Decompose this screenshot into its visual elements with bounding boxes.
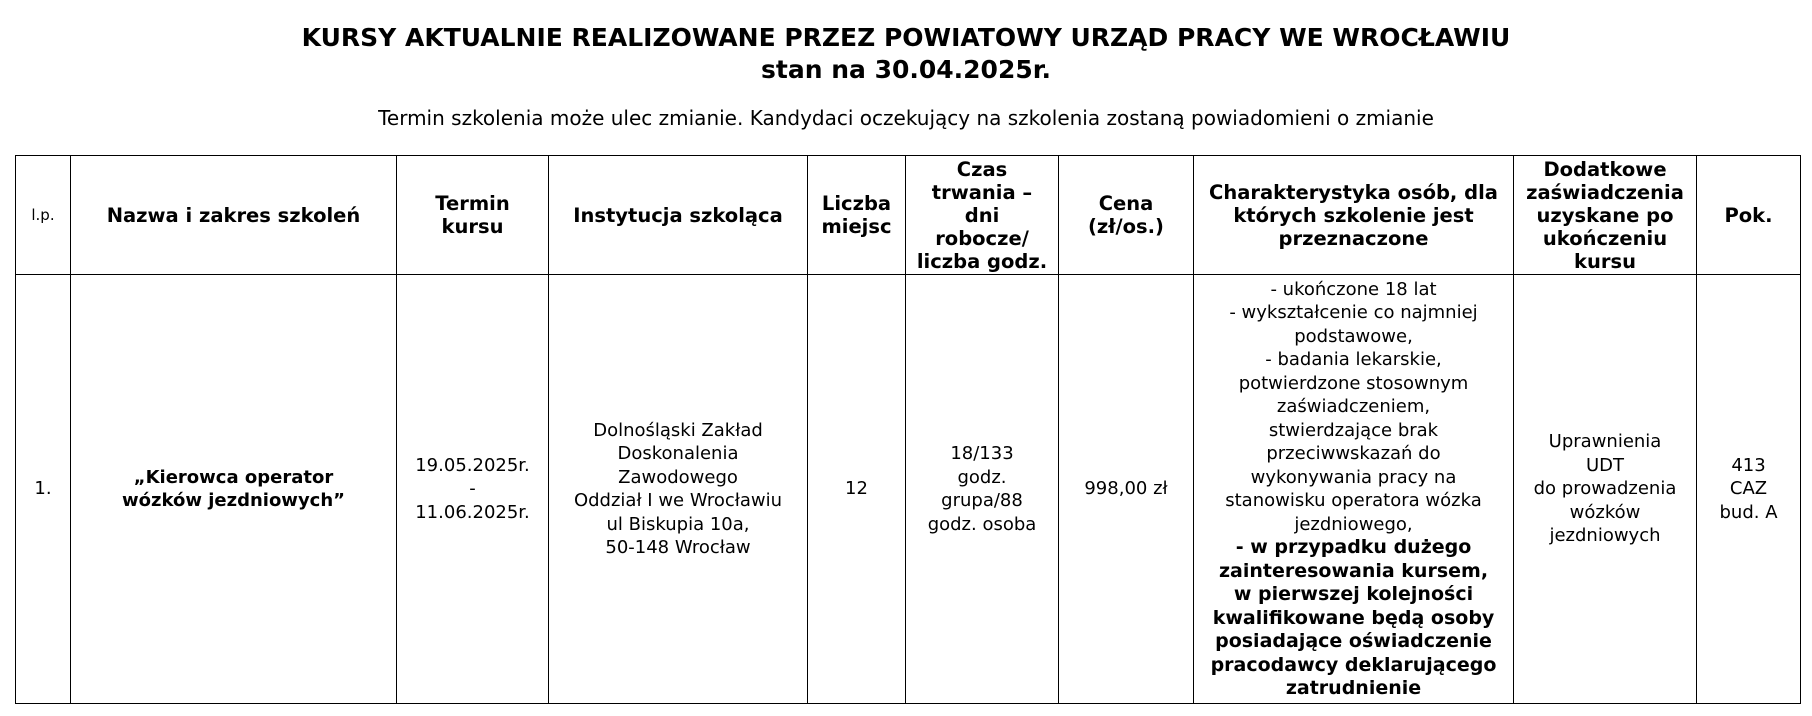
table-row (16, 275, 1801, 704)
title-line-2: stan na 30.04.2025r. (761, 55, 1051, 84)
cell-institution: Dolnośląski Zakład Doskonalenia Zawodowego Oddział I we Wrocławiu ul Biskupia 10a, 50-148 Wrocław (549, 275, 808, 704)
col-header-certificates: Dodatkowe zaświadczenia uzyskane po ukończeniu kursu (1514, 156, 1697, 275)
cell-room: 413 CAZ bud. A (1697, 275, 1801, 704)
col-header-term: Termin kursu (397, 156, 549, 275)
col-header-institution: Instytucja szkoląca (549, 156, 808, 275)
title-line-1: KURSY AKTUALNIE REALIZOWANE PRZEZ POWIATOWY URZĄD PRACY WE WROCŁAWIU (301, 23, 1511, 52)
cell-duration: 18/133 godz. grupa/88 godz. osoba (906, 275, 1059, 704)
col-header-duration: Czas trwania – dni robocze/ liczba godz. (906, 156, 1059, 275)
col-header-name: Nazwa i zakres szkoleń (71, 156, 397, 275)
col-header-room: Pok. (1697, 156, 1801, 275)
header-row (16, 156, 1801, 275)
cell-course-name: „Kierowca operator wózków jezdniowych” (71, 275, 397, 704)
cell-lp: 1. (16, 275, 71, 704)
schedule-note: Termin szkolenia może ulec zmianie. Kandydaci oczekujący na szkolenia zostaną powiadomieni o zmianie (378, 106, 1434, 130)
cell-characteristics (1194, 275, 1514, 704)
col-header-lp: l.p. (16, 156, 71, 275)
col-header-characteristics: Charakterystyka osób, dla których szkolenie jest przeznaczone (1194, 156, 1514, 275)
cell-price: 998,00 zł (1059, 275, 1194, 704)
courses-table (15, 155, 1801, 704)
requirements-list: - ukończone 18 lat - wykształcenie co najmniej podstawowe, - badania lekarskie, potwierdzone stosownym zaświadczeniem, stwierdzające brak przeciwwskazań do wykonywania pracy na stanowisku operatora wózka jezdniowego, - w przypadku dużego zainteresowania kursem, w pierwszej kolejności kwalifikowane będą osoby posiadające oświadczenie pracodawcy deklarującego zatrudnienie (1210, 278, 1497, 699)
page-title (0, 22, 1812, 86)
cell-certificates: Uprawnienia UDT do prowadzenia wózków jezdniowych (1514, 275, 1697, 704)
cell-places: 12 (808, 275, 906, 704)
col-header-places: Liczba miejsc (808, 156, 906, 275)
col-header-price: Cena (zł/os.) (1059, 156, 1194, 275)
cell-term: 19.05.2025r. - 11.06.2025r. (397, 275, 549, 704)
